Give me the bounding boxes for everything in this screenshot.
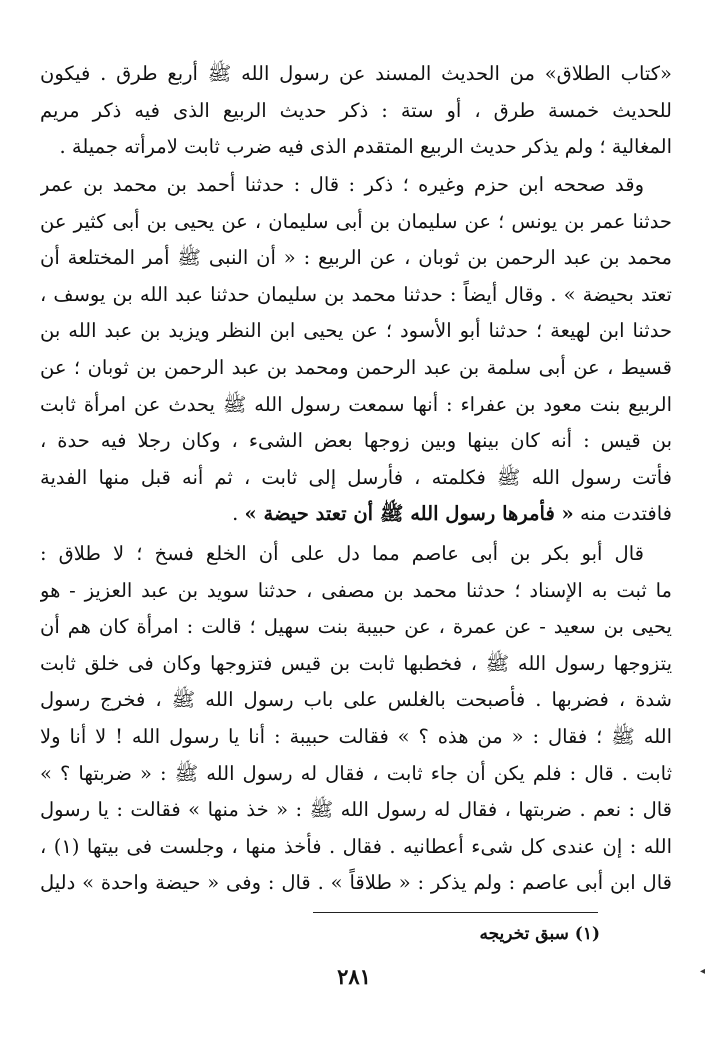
text-line: قال أبو بكر بن أبى عاصم مما دل على أن الخلع فسخ ؛ لا طلاق : (40, 542, 644, 565)
bold-quote: « فأمرها رسول الله ﷺ أن تعتد حيضة » (244, 502, 574, 526)
page-number: ٢٨١ (337, 964, 371, 989)
text-line: الله : إن عندى كل شىء أعطانيه . فقال . فأخذ منها ، وجلست فى بيتها (١) ، (40, 834, 672, 858)
text-line: شدة ، فضربها . فأصبحت بالغلس على باب رسول الله ﷺ ، فخرج رسول (40, 688, 672, 712)
text-line: محمد بن عبد الرحمن بن ثوبان ، عن الربيع : « أن النبى ﷺ أمر المختلعة أن (40, 246, 672, 270)
text-line: الربيع بنت معود بن عفراء : أنها سمعت رسول الله ﷺ يحدث عن امرأة ثابت (40, 392, 672, 416)
text-line: تعتد بحيضة » . وقال أيضاً : حدثنا محمد بن سليمان حدثنا عبد الله بن يوسف ، (40, 282, 672, 306)
paragraph-1 (40, 56, 672, 166)
text-line: حدثنا ابن لهيعة ؛ حدثنا أبو الأسود ؛ عن يحيى ابن النظر ويزيد بن عبد الله بن (40, 319, 672, 343)
text-line (40, 496, 672, 533)
text-line: المغالية ؛ ولم يذكر حديث الربيع المتقدم الذى فيه ضرب ثابت لامرأته جميلة . (59, 135, 672, 159)
text-run: فافتدت منه (573, 502, 672, 526)
text-line: ثابت . قال : فلم يكن أن جاء ثابت ، فقال له رسول الله ﷺ : « ضربتها ؟ » (40, 761, 672, 785)
text-line: فأتت رسول الله ﷺ فكلمته ، فأرسل إلى ثابت ، ثم أنه قبل منها الفدية (40, 465, 672, 489)
text-line: قال : نعم . ضربتها ، فقال له رسول الله ﷺ : « خذ منها » فقالت : يا رسول (40, 798, 672, 822)
text-line: قسيط ، عن أبى سلمة بن عبد الرحمن ومحمد بن عبد الرحمن بن ثوبان ؛ عن (40, 355, 672, 379)
text-line: للحديث خمسة طرق ، أو ستة : ذكر حديث الربيع الذى فيه ذكر مريم (40, 98, 672, 122)
paragraph-2 (40, 167, 672, 533)
text-line: وقد صححه ابن حزم وغيره ؛ ذكر : قال : حدثنا أحمد بن محمد بن عمر (40, 173, 644, 196)
text-line: قال ابن أبى عاصم : ولم يذكر : « طلاقاً » . قال : وفى « حيضة واحدة » دليل (40, 871, 672, 895)
scan-edge-mark: ◂ (700, 966, 706, 977)
footnote-divider (313, 912, 598, 913)
text-run: . (232, 502, 245, 526)
text-line: ما ثبت به الإسناد ؛ حدثنا محمد بن مصفى ، حدثنا سويد بن عبد العزيز - هو (40, 578, 672, 602)
text-line: الله ﷺ ؛ فقال : « من هذه ؟ » فقالت حبيبة : أنا يا رسول الله ! لا أنا ولا (40, 724, 672, 748)
text-line: «كتاب الطلاق» من الحديث المسند عن رسول الله ﷺ أربع طرق . فيكون (40, 62, 672, 85)
text-line: بن قيس : أنه كان بينها وبين زوجها بعض الشىء ، وكان رجلا فيه حدة ، (40, 429, 672, 453)
paragraph-3 (40, 536, 672, 902)
footnote: (١) سبق تخريجه (479, 924, 600, 944)
text-line: حدثنا عمر بن يونس ؛ عن سليمان بن أبى سليمان ، عن يحيى بن أبى كثير عن (40, 209, 672, 233)
text-line: يتزوجها رسول الله ﷺ ، فخطبها ثابت بن قيس فتزوجها وكان فى خلق ثابت (40, 651, 672, 675)
text-line: يحيى بن سعيد - عن عمرة ، عن حبيبة بنت سهيل ؛ قالت : امرأة كان هم أن (40, 615, 672, 639)
